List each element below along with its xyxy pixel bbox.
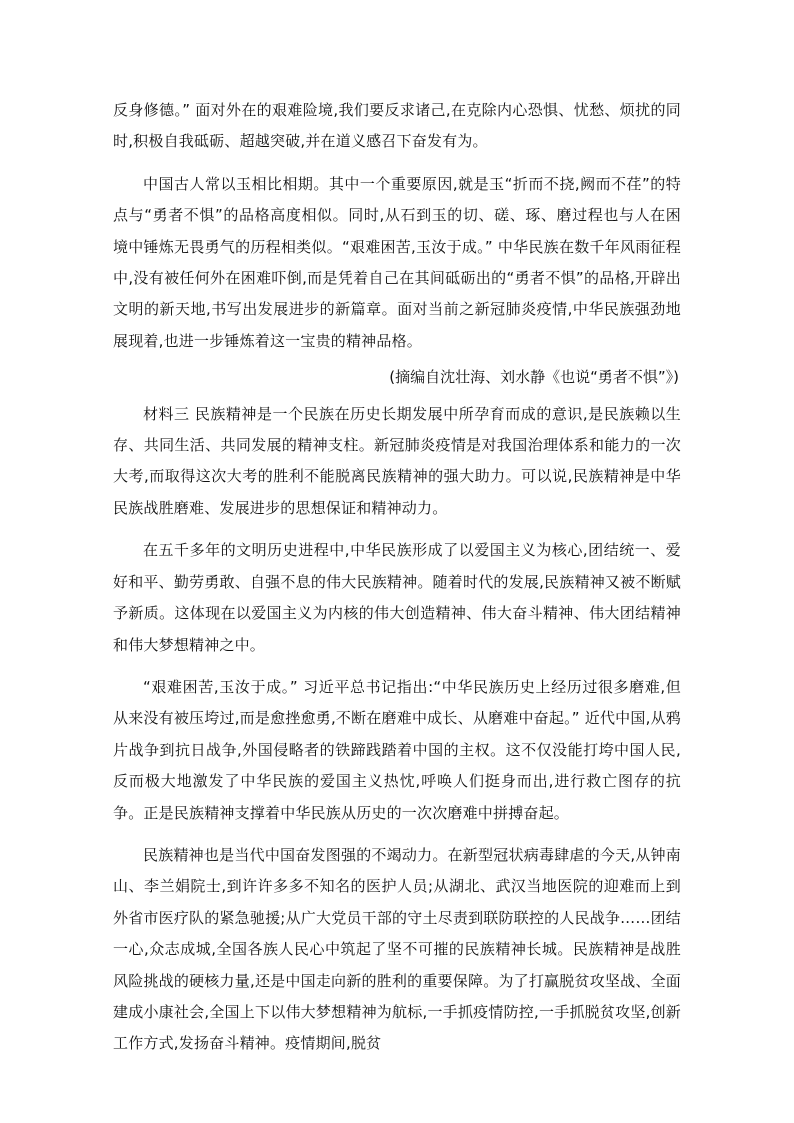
- document-page: [113, 95, 681, 1060]
- paragraph-national-spirit: 在五千多年的文明历史进程中,中华民族形成了以爱国主义为核心,团结统一、爱好和平、勤劳勇敢、自强不息的伟大民族精神。随着时代的发展,民族精神又被不断赋予新质。这体现在以爱国主义为内核的伟大创造精神、伟大奋斗精神、伟大团结精神和伟大梦想精神之中。: [113, 541, 681, 654]
- source-citation: (摘编自沈壮海、刘水静《也说“勇者不惧”》): [389, 368, 679, 387]
- paragraph-material-three: 材料三 民族精神是一个民族在历史长期发展中所孕育而成的意识,是民族赖以生存、共同生活、共同发展的精神支柱。新冠肺炎疫情是对我国治理体系和能力的一次大考,而取得这次大考的胜利不能脱离民族精神的强大助力。可以说,民族精神是中华民族战胜磨难、发展进步的思想保证和精神动力。: [113, 404, 681, 517]
- paragraph-continuation: 反身修德。” 面对外在的艰难险境,我们要反求诸己,在克除内心恐惧、忧愁、烦扰的同时,积极自我砥砺、超越突破,并在道义感召下奋发有为。: [113, 101, 681, 151]
- paragraph-contemporary-drive: 民族精神也是当代中国奋发图强的不竭动力。在新型冠状病毒肆虐的今天,从钟南山、李兰娟院士,到许许多多不知名的医护人员;从湖北、武汉当地医院的迎难而上到外省市医疗队的紧急驰援;从广大党员干部的守土尽责到联防联控的人民战争……团结一心,众志成城,全国各族人民心中筑起了坚不可摧的民族精神长城。民族精神是战胜风险挑战的硬核力量,还是中国走向新的胜利的重要保障。为了打赢脱贫攻坚战、全面建成小康社会,全国上下以伟大梦想精神为航标,一手抓疫情防控,一手抓脱贫攻坚,创新工作方式,发扬奋斗精神。疫情期间,脱贫: [113, 845, 681, 1053]
- paragraph-jade-analogy: 中国古人常以玉相比相期。其中一个重要原因,就是玉“折而不挠,阙而不荏”的特点与“勇者不惧”的品格高度相似。同时,从石到玉的切、磋、琢、磨过程也与人在困境中锤炼无畏勇气的历程相类似。“艰难困苦,玉汝于成。” 中华民族在数千年风雨征程中,没有被任何外在困难吓倒,而是凭着自己在其间砥砺出的“勇者不惧”的品格,开辟出文明的新天地,书写出发展进步的新篇章。面对当前之新冠肺炎疫情,中华民族强劲地展现着,也进一步锤炼着这一宝贵的精神品格。: [113, 174, 681, 350]
- paragraph-hardship-quote: “艰难困苦,玉汝于成。” 习近平总书记指出:“中华民族历史上经历过很多磨难,但从来没有被压垮过,而是愈挫愈勇,不断在磨难中成长、从磨难中奋起。” 近代中国,从鸦片战争到抗日战争,外国侵略者的铁蹄践踏着中国的主权。这不仅没能打垮中国人民,反而极大地激发了中华民族的爱国主义热忱,呼唤人们挺身而出,进行救亡图存的抗争。正是民族精神支撑着中华民族从历史的一次次磨难中拼搏奋起。: [113, 677, 681, 822]
